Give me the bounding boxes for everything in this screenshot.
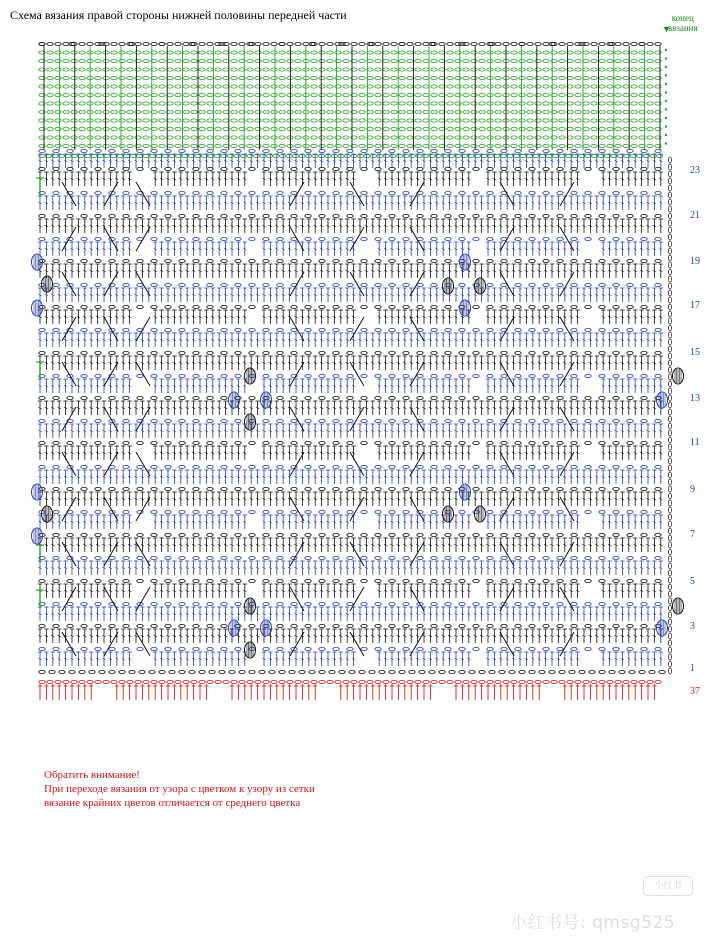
flower-motif <box>261 620 272 636</box>
flower-motif <box>475 506 486 522</box>
right-edge-chain <box>668 157 671 674</box>
flower-motif <box>245 368 256 384</box>
flower-motif <box>673 598 684 614</box>
row-number-7: 7 <box>690 529 695 540</box>
pattern-rows <box>38 149 663 666</box>
row-number-1: 1 <box>690 663 695 674</box>
watermark-text: 小红书号: qmsg525 <box>510 913 676 933</box>
row-number-13: 13 <box>690 393 700 404</box>
flower-motif <box>460 300 471 316</box>
row-number-5: 5 <box>690 576 695 587</box>
flower-motif <box>32 300 43 316</box>
flower-motif <box>32 528 43 544</box>
attention-note <box>44 768 315 810</box>
row-number-21: 21 <box>690 210 700 221</box>
flower-motif <box>657 620 668 636</box>
flower-motif <box>32 254 43 270</box>
row-number-9: 9 <box>690 484 695 495</box>
end-label-line2: вязания <box>668 23 698 33</box>
row-number-37: 37 <box>690 686 700 697</box>
row-number-17: 17 <box>690 300 700 311</box>
flower-motif <box>673 368 684 384</box>
note-line-1: Обратить внимание! <box>44 769 140 781</box>
flower-motif <box>229 620 240 636</box>
flower-motif <box>229 392 240 408</box>
watermark-badge: 小红书 <box>643 876 693 896</box>
note-line-3: вязание крайних цветов отличается от среднего цветка <box>44 797 301 809</box>
flower-motif <box>443 506 454 522</box>
top-net-band <box>39 42 667 157</box>
end-label-line1: конец <box>671 13 694 23</box>
flower-motif <box>42 276 53 292</box>
bottom-red-row <box>38 680 661 700</box>
chart-title: Схема вязания правой стороны нижней половины передней части <box>10 8 347 22</box>
flower-motif <box>42 506 53 522</box>
note-line-2: При переходе вязания от узора с цветком к узору из сетки <box>44 783 315 795</box>
flower-motif <box>460 254 471 270</box>
end-arrow-icon: ▼ <box>662 24 671 34</box>
flower-motif <box>261 392 272 408</box>
diagonal-strokes <box>62 182 574 656</box>
row-number-23: 23 <box>690 165 700 176</box>
flower-motif <box>475 278 486 294</box>
flower-motif <box>443 278 454 294</box>
row-number-3: 3 <box>690 621 695 632</box>
row-number-19: 19 <box>690 256 700 267</box>
foundation-black-row <box>39 670 665 673</box>
row-number-11: 11 <box>690 437 700 448</box>
row-number-15: 15 <box>690 347 700 358</box>
flower-motif <box>245 598 256 614</box>
flower-motif <box>657 392 668 408</box>
